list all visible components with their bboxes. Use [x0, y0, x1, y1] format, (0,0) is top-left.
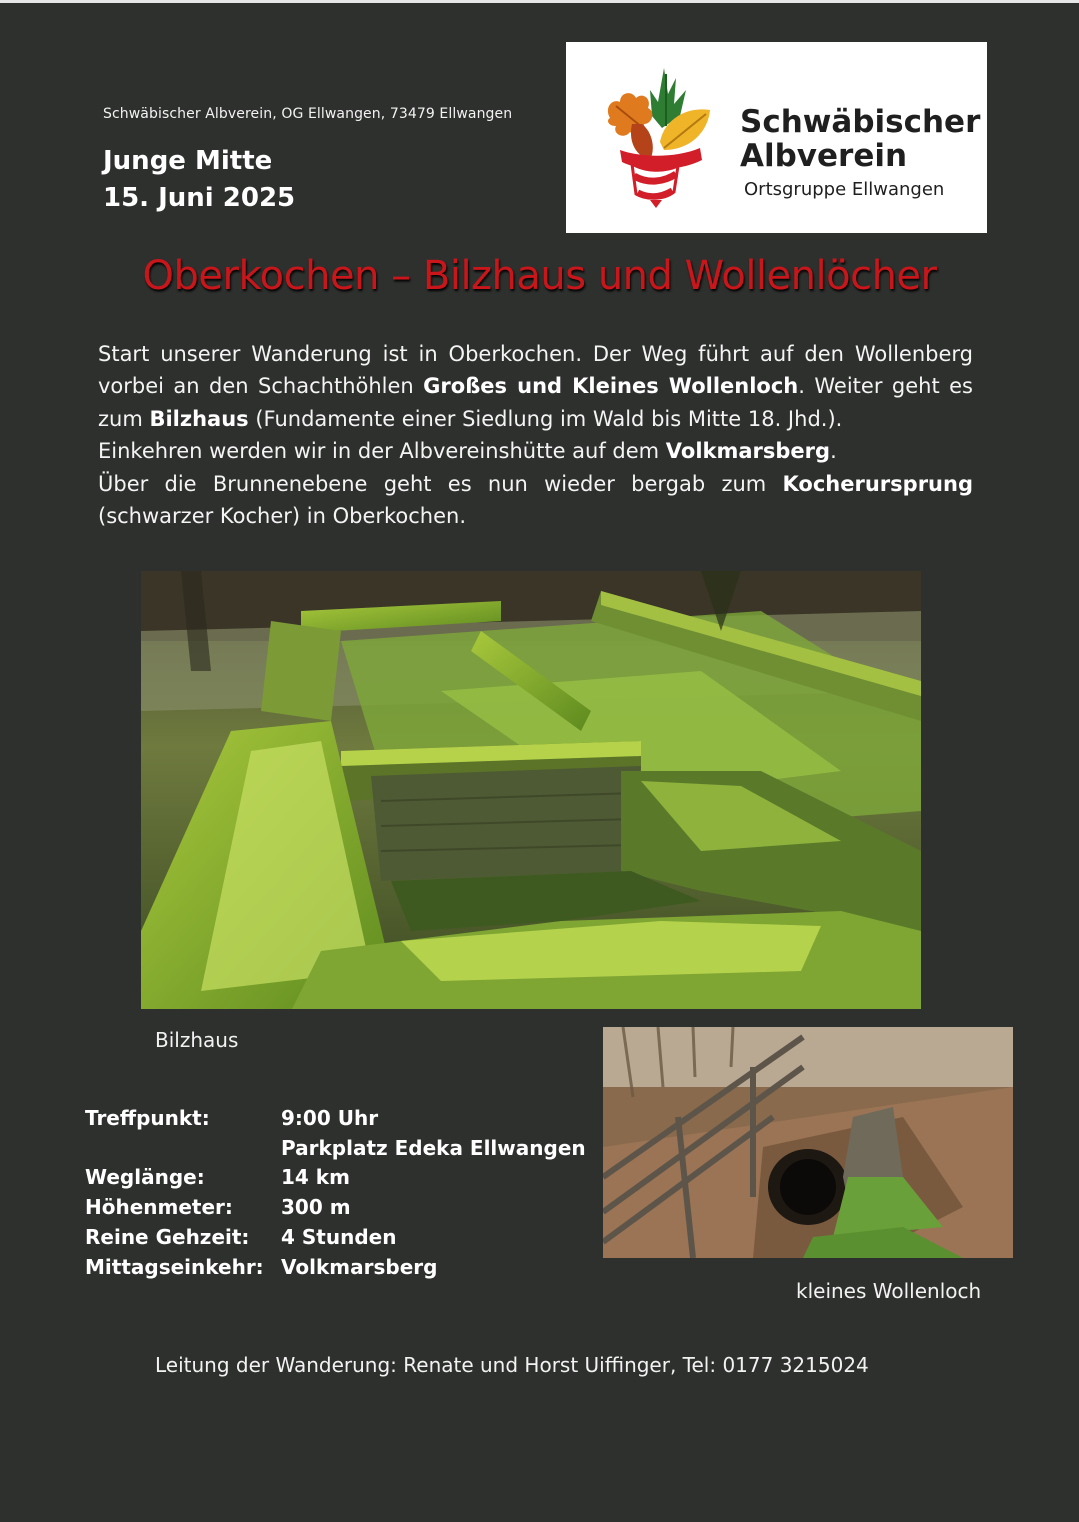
description-highlight: Großes und Kleines Wollenloch: [423, 374, 799, 399]
logo-name-line1: Schwäbischer: [740, 104, 981, 140]
description-text: .: [830, 439, 837, 464]
description-text: Einkehren werden wir in der Albvereinshütte auf dem: [98, 439, 666, 464]
fact-row: [85, 1253, 586, 1283]
description-highlight: Bilzhaus: [149, 406, 249, 431]
logo-subtitle: Ortsgruppe Ellwangen: [744, 179, 945, 200]
fact-value: 14 km: [281, 1165, 350, 1190]
description-highlight: Kocherursprung: [782, 471, 973, 496]
description-line: [98, 435, 973, 467]
description-line: [98, 468, 973, 533]
fact-value: Volkmarsberg: [281, 1254, 438, 1279]
group-name: Junge Mitte: [103, 146, 273, 176]
logo-name-line2: Albverein: [740, 138, 908, 174]
albverein-logo: [566, 42, 987, 233]
fact-value: 4 Stunden: [281, 1224, 397, 1249]
fact-label: Mittagseinkehr:: [85, 1254, 264, 1279]
fact-row: [85, 1193, 586, 1223]
bilzhaus-caption: Bilzhaus: [155, 1028, 239, 1052]
top-border: [0, 0, 1079, 3]
bilzhaus-photo: [141, 571, 921, 1009]
description-text: (Fundamente einer Siedlung im Wald bis Mitte 18. Jhd.).: [248, 406, 843, 431]
fact-row: [85, 1223, 586, 1253]
hike-facts: [85, 1104, 586, 1282]
fact-row: [85, 1104, 586, 1134]
description-text: (schwarzer Kocher) in Oberkochen.: [98, 504, 467, 529]
description-text: Start unserer Wanderung ist in Oberkochen. Der Weg führt auf den Wollenberg vorbei an den Schachthöhlen: [98, 342, 973, 399]
event-header: [103, 143, 295, 217]
fact-label: Reine Gehzeit:: [85, 1224, 250, 1249]
fact-label: Weglänge:: [85, 1165, 205, 1190]
hike-title: Oberkochen – Bilzhaus und Wollenlöcher: [142, 253, 937, 299]
leaf-emblem-icon: [602, 64, 718, 210]
wollenloch-caption: kleines Wollenloch: [796, 1279, 982, 1303]
fact-row: [85, 1134, 586, 1164]
fact-label: Höhenmeter:: [85, 1195, 233, 1220]
description-text: Über die Brunnenebene geht es nun wieder bergab zum: [98, 471, 783, 496]
fact-value: 300 m: [281, 1195, 351, 1220]
fact-value: 9:00 Uhr: [281, 1106, 379, 1130]
event-date: 15. Juni 2025: [103, 183, 296, 213]
description-text: . Weiter geht es zum: [98, 374, 973, 431]
fact-value: Parkplatz Edeka Ellwangen: [281, 1135, 586, 1160]
fact-row: [85, 1163, 586, 1193]
fact-label: [85, 1134, 281, 1164]
wollenloch-photo: [603, 1027, 1013, 1258]
org-address: Schwäbischer Albverein, OG Ellwangen, 73479 Ellwangen: [103, 106, 513, 122]
logo-wordmark: [740, 105, 980, 173]
description-highlight: Volkmarsberg: [665, 439, 831, 464]
hike-leader: Leitung der Wanderung: Renate und Horst Uiffinger, Tel: 0177 3215024: [155, 1353, 869, 1377]
fact-label: Treffpunkt:: [85, 1106, 210, 1130]
hike-description: [98, 338, 973, 532]
